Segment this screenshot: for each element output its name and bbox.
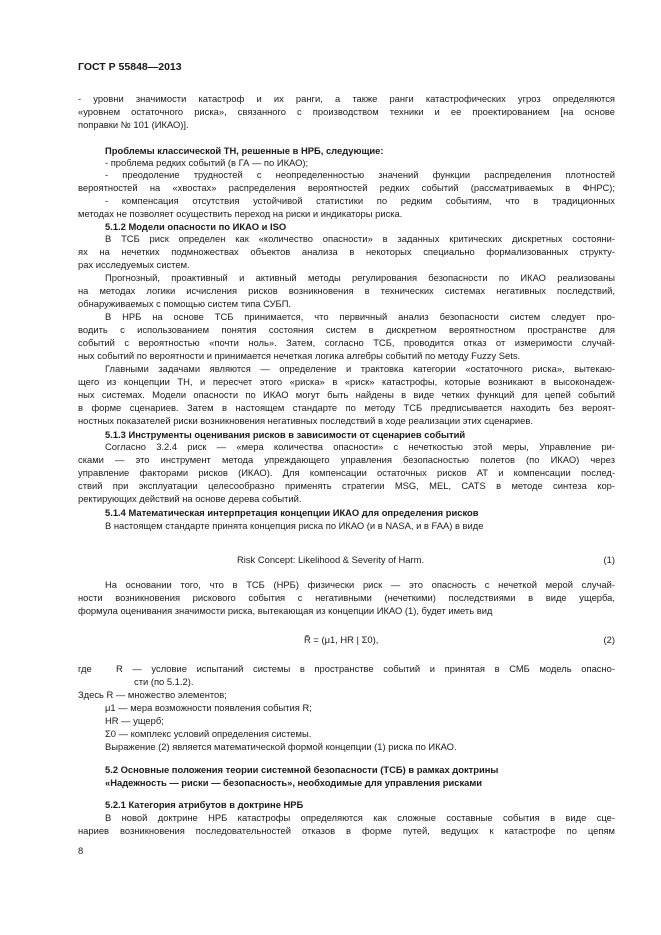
text-line: ях на нечетких подмножествах объектов анализа в некоторых специально формализованных структу- (78, 246, 615, 257)
text-line: водить с использованием понятия состояния систем в дискретном вероятностном пространстве для (78, 324, 615, 335)
text-line: В новой доктрине НРБ катастрофы определяются как сложные составные события в виде сце- (105, 812, 615, 823)
text-line: ствий при эксплуатации целесообразно применять стратегии MSG, MEL, CATS в методе синтеза кор- (78, 480, 615, 491)
text-line: вероятностей на «хвостах» распределения вероятностей редких событий (рассматриваемых в ФНРС); (78, 182, 615, 193)
document-header: ГОСТ Р 55848—2013 (78, 61, 182, 73)
text-line: сками — это инструмент метода упреждающего управления безопасностью полетов (по ИКАО) через (78, 454, 615, 465)
text-line: щего из концепции ТН, и пересчет этого «риска» в «риск» катастрофы, которые возникают в высоконадеж- (78, 376, 615, 387)
text-line: управление факторами рисков (ИКАО). Для компенсации остаточных рисков АТ и компенсации послед- (78, 467, 615, 478)
section-heading: 5.2 Основные положения теории системной безопасности (ТСБ) в рамках доктрины (105, 764, 499, 775)
text-line: - компенсация отсутствия устойчивой статистики по редким событиям, что в традиционных (105, 195, 615, 206)
section-heading: 5.2.1 Категория атрибутов в доктрине НРБ (105, 799, 304, 810)
text-line: Прогнозный, проактивный и активный методы регулирования безопасности по ИКАО реализованы (105, 272, 615, 283)
text-line: μ1 — мера возможности появления события R; (105, 702, 312, 713)
text-line: формула оценивания значимости риска, вытекающая из концепции ИКАО (1), будет иметь вид (78, 605, 493, 616)
section-heading: 5.1.4 Математическая интерпретация концепции ИКАО для определения рисков (105, 507, 479, 518)
text-line: - проблема редких событий (в ГА — по ИКАО); (105, 157, 309, 168)
text-line: R — условие испытаний системы в пространстве событий и принятая в СМБ модель опасно- (116, 663, 615, 674)
text-line: рах исследуемых систем. (78, 259, 190, 270)
section-heading: 5.1.2 Модели опасности по ИКАО и ISO (105, 221, 287, 232)
text-line: методах не позволяет осуществить переход на риски и индикаторы риска. (78, 208, 403, 219)
text-line: ности возникновения рискового события с негативными (нечеткими) последствиями в виде ущерба, (78, 592, 615, 603)
formula-1-number: (1) (603, 554, 615, 565)
text-line: нариев возникновения последовательностей отказов в форме путей, ведущих к катастрофе по цепям (78, 825, 615, 836)
text-line: - преодоление трудностей с неопределенностью значений функции распределения плотностей (105, 169, 615, 180)
text-line: Выражение (2) является математической формой концепции (1) риска по ИКАО. (105, 741, 457, 752)
text-line: В настоящем стандарте принята концепция риска по ИКАО (и в NASA, и в FAA) в виде (105, 520, 484, 531)
section-heading: «Надежность — риски — безопасность», необходимые для управления рисками (105, 777, 483, 788)
text-line: - уровни значимости катастроф и их ранги, а также ранги катастрофических угроз определяются (78, 93, 615, 104)
text-line: Здесь R — множество элементов; (78, 689, 227, 700)
section-heading: Проблемы классической ТН, решенные в НРБ, следующие: (105, 145, 384, 156)
where-label: где (78, 663, 92, 674)
text-line: обнаруживаемых с помощью систем типа СУБП. (78, 298, 292, 309)
formula-1: Risk Concept: Likelihood & Severity of Harm. (237, 554, 425, 565)
formula-2: R̃ = (μ1, HR | Σ0), (304, 634, 379, 645)
text-line: «уровнем остаточного риска», связанного с производством техники и ее проектированием [на основе (78, 106, 615, 117)
text-line: на методах логики исчисления рисков возникновения в технических системах негативных последствий, (78, 285, 615, 296)
text-line: Главными задачами являются — определение и трактовка категории «остаточного риска», вытекаю- (105, 363, 615, 374)
text-line: ных системах. Модели опасности по ИКАО могут быть найдены в виде четких функций для цепей событий (78, 389, 615, 400)
text-line: сти (по 5.1.2). (134, 676, 194, 687)
text-line: На основании того, что в ТСБ (НРБ) физически риск — это опасность с нечеткой мерой случай- (105, 579, 615, 590)
text-line: событий с вероятностью «почти ноль». Затем, согласно ТСБ, проводится отказ от измеримости случай- (78, 337, 615, 348)
text-line: ных событий по вероятности и принимается нечеткая логика алгебры событий по методу Fuzzy Sets. (78, 350, 521, 361)
text-line: В ТСБ риск определен как «количество опасности» в заданных критических дискретных состояни- (105, 233, 615, 244)
text-line: Σ0 — комплекс условий определения системы. (105, 728, 312, 739)
text-line: ностных показателей риски возникновения негативных последствий в ходе реализации этих сценариев. (78, 415, 533, 426)
text-line: Согласно 3.2.4 риск — «мера количества опасности» с нечеткостью этой меры, Управление ри- (105, 441, 615, 452)
text-line: HR — ущерб; (105, 715, 164, 726)
text-line: в форме сценариев. Затем в настоящем стандарте по методу ТСБ предписывается находить без вероят- (78, 402, 615, 413)
section-heading: 5.1.3 Инструменты оценивания рисков в зависимости от сценариев событий (105, 429, 466, 440)
text-line: ректирующих действий на основе дерева событий. (78, 493, 302, 504)
formula-2-number: (2) (603, 634, 615, 645)
text-line: В НРБ на основе ТСБ принимается, что первичный анализ безопасности систем следует про- (105, 311, 615, 322)
page-number: 8 (78, 845, 84, 856)
text-line: поправки № 101 (ИКАО)]. (78, 119, 189, 130)
